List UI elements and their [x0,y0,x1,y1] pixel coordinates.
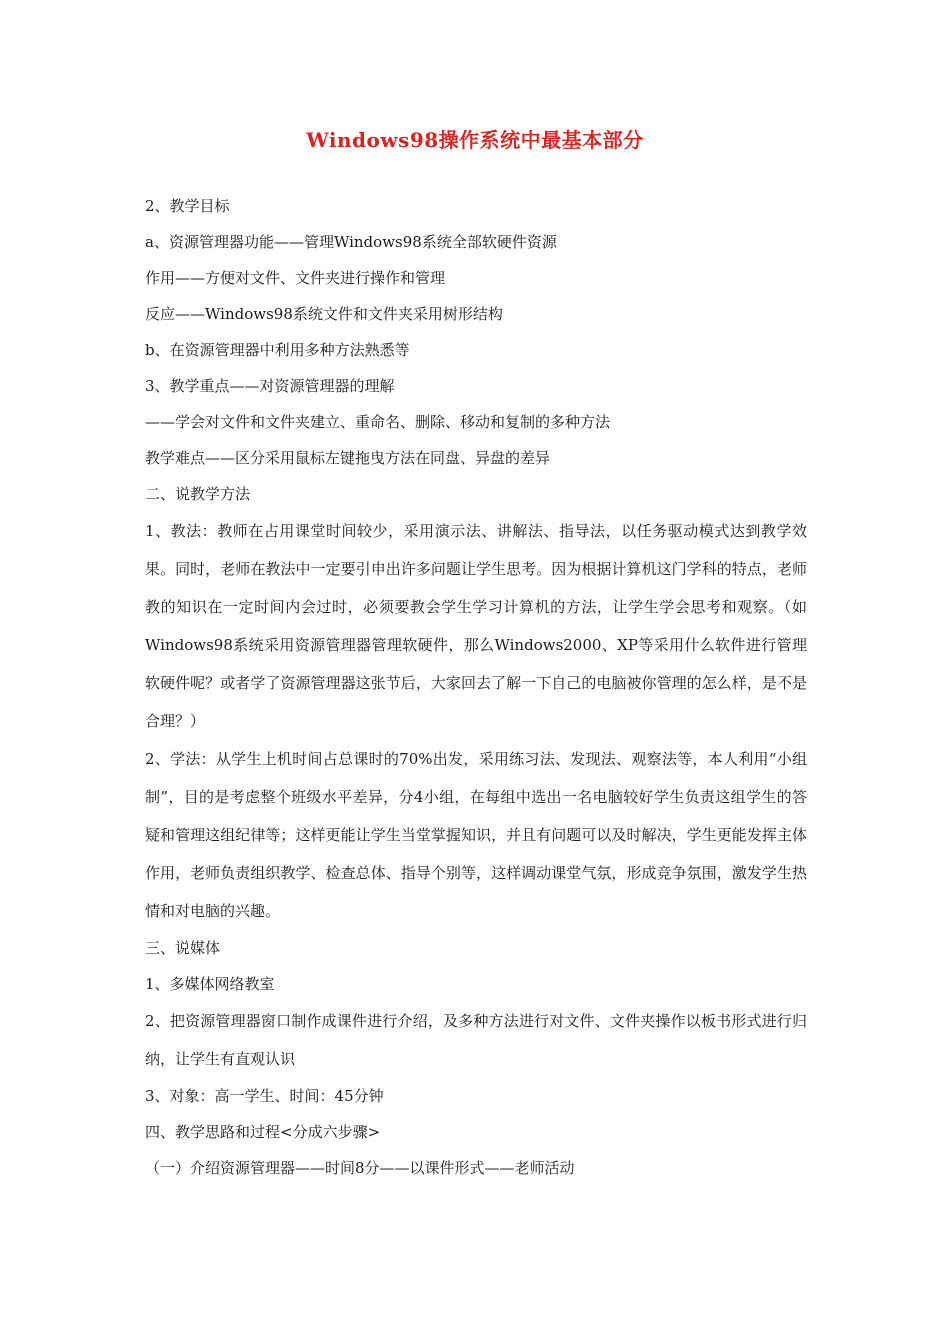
text-line: a、资源管理器功能——管理Windows98系统全部软硬件资源 [145,233,557,251]
paragraph-learning-method: 2、学法：从学生上机时间占总课时的70%出发，采用练习法、发现法、观察法等，本人利用“小组制”，目的是考虑整个班级水平差异，分4小组，在每组中选出一名电脑较好学生负责这组学生的答疑和管理这组纪律等；这样更能让学生当堂掌握知识，并且有问题可以及时解决，学生更能发挥主体作用，老师负责组织教学、检查总体、指导个别等，这样调动课堂气氛，形成竞争氛围，激发学生热情和对电脑的兴趣。 [145,750,807,920]
section-heading: 三、说媒体 [145,939,221,957]
text-line: 作用——方便对文件、文件夹进行操作和管理 [145,269,446,287]
text-line: 教学难点——区分采用鼠标左键拖曳方法在同盘、异盘的差异 [145,449,551,467]
document-title: Windows98操作系统中最基本部分 [306,128,644,152]
text-line: ——学会对文件和文件夹建立、重命名、删除、移动和复制的多种方法 [145,413,611,431]
paragraph-media: 2、把资源管理器窗口制作成课件进行介绍，及多种方法进行对文件、文件夹操作以板书形式进行归纳，让学生有直观认识 [145,1012,807,1068]
text-line: b、在资源管理器中利用多种方法熟悉等 [145,341,410,359]
text-line: 3、对象：高一学生、时间：45分钟 [145,1087,384,1105]
text-line: （一）介绍资源管理器——时间8分——以课件形式——老师活动 [145,1159,575,1177]
section-heading: 四、教学思路和过程<分成六步骤> [145,1123,381,1141]
paragraph-teaching-method: 1、教法：教师在占用课堂时间较少，采用演示法、讲解法、指导法，以任务驱动模式达到教学效果。同时，老师在教法中一定要引申出许多问题让学生思考。因为根据计算机这门学科的特点，老师教的知识在一定时间内会过时，必须要教会学生学习计算机的方法，让学生学会思考和观察。（如Windows98系统采用资源管理器管理软硬件，那么Windows2000、XP等采用什么软件进行管理软硬件呢？或者学了资源管理器这张节后，大家回去了解一下自己的电脑被你管理的怎么样，是不是合理？） [145,522,807,730]
section-heading: 二、说教学方法 [145,485,251,503]
text-line: 2、教学目标 [145,197,230,215]
text-line: 反应——Windows98系统文件和文件夹采用树形结构 [145,305,503,323]
text-line: 3、教学重点——对资源管理器的理解 [145,377,395,395]
text-line: 1、多媒体网络教室 [145,975,275,993]
document-body [145,188,807,1186]
